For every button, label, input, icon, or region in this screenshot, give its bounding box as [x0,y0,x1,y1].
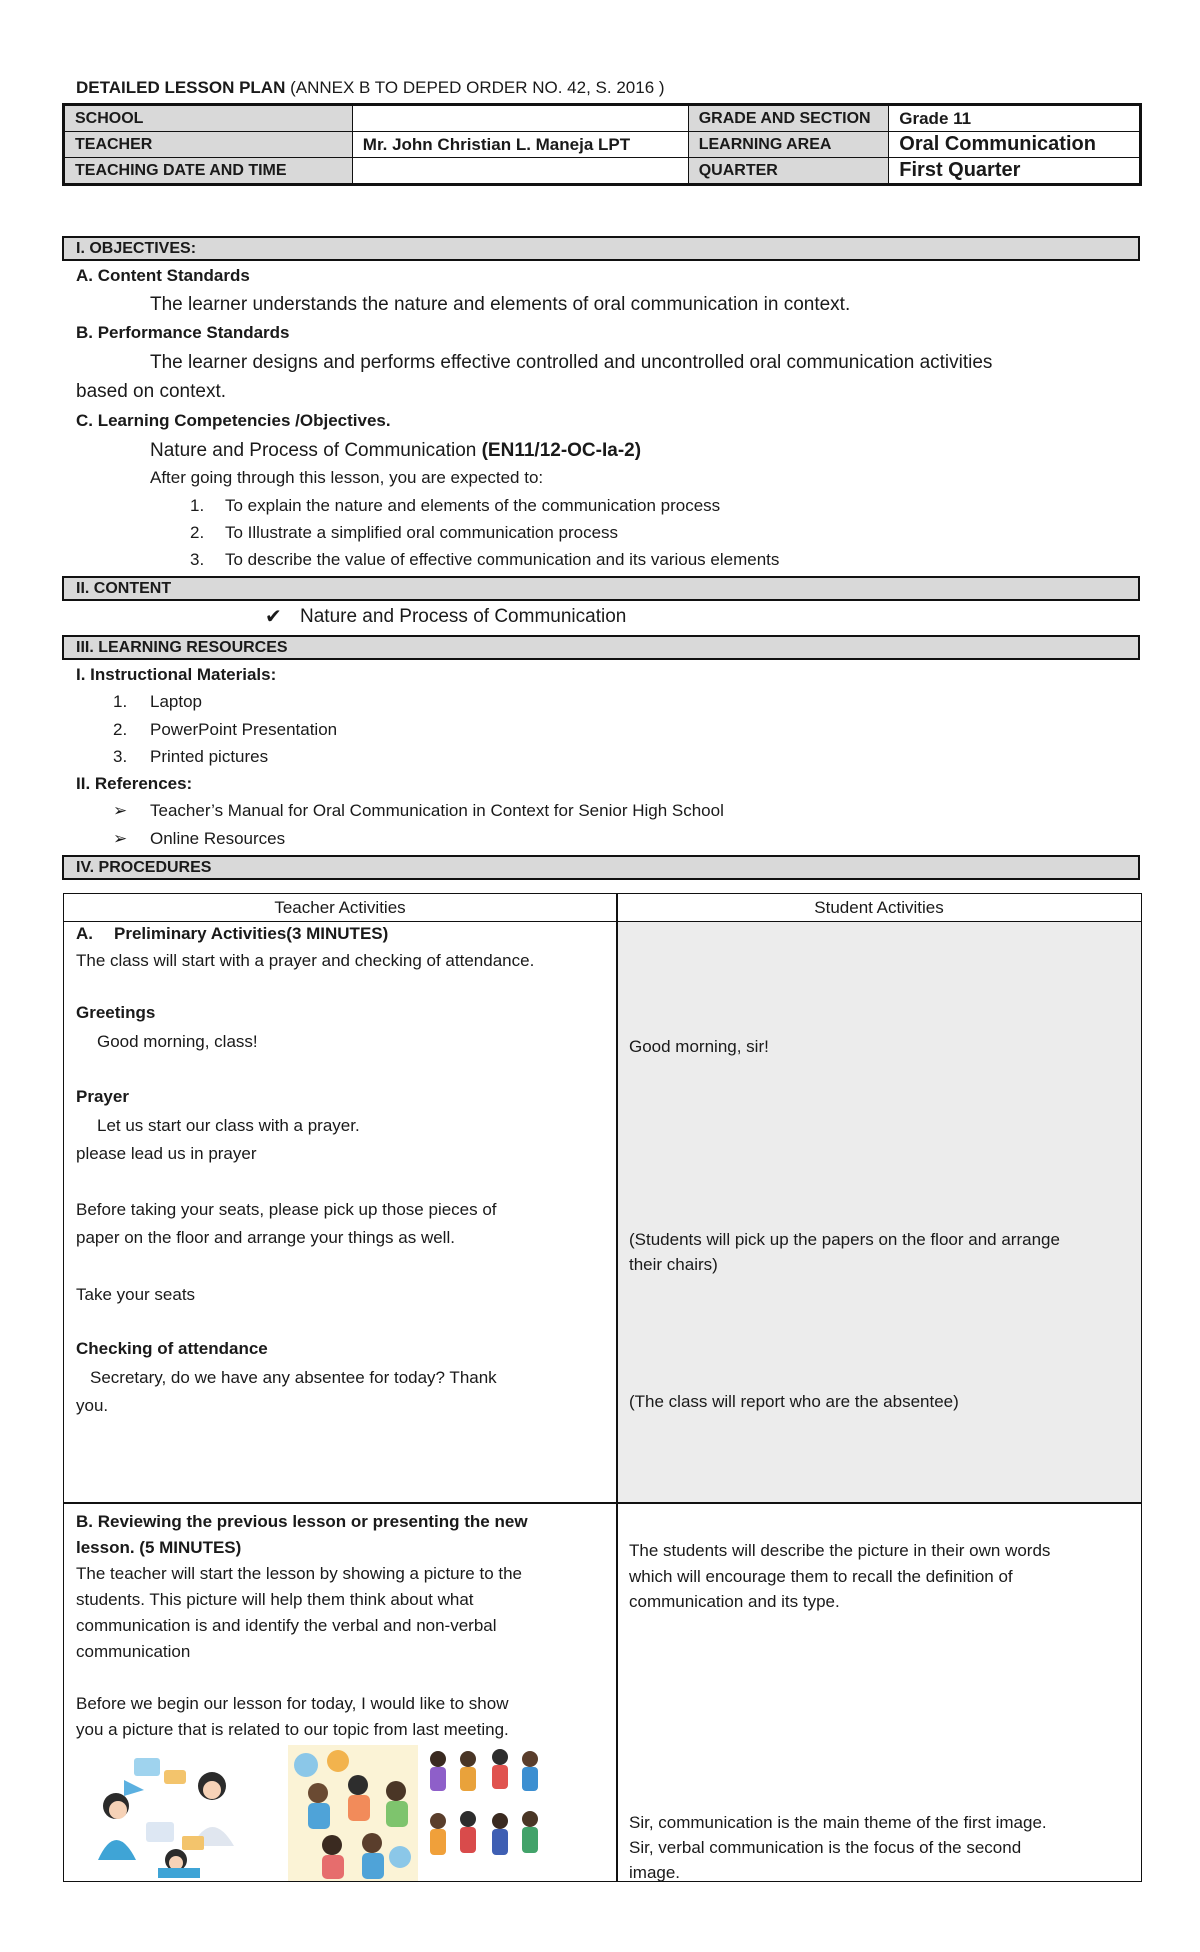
student-greeting: Good morning, sir! [629,1037,769,1056]
procedures-header-row [64,894,1141,922]
materials-label: I. Instructional Materials: [76,665,277,684]
student-describe-1: The students will describe the picture in their own words [629,1541,1051,1560]
competencies-code: (EN11/12-OC-Ia-2) [481,440,642,461]
title-bold: DETAILED LESSON PLAN [76,78,286,97]
performance-standards-label: B. Performance Standards [76,323,290,342]
section-b-text-3: communication is and identify the verbal and non-verbal [76,1616,497,1635]
section-b-text-2: students. This picture will help them think about what [76,1590,474,1609]
document-title [76,78,665,98]
objective-item: To describe the value of effective communication and its various elements [225,550,780,569]
reference-item: Teacher’s Manual for Oral Communication in Context for Senior High School [150,801,724,820]
competencies-label: C. Learning Competencies /Objectives. [76,411,391,430]
area-label: LEARNING AREA [688,132,889,158]
section-b-text-1: The teacher will start the lesson by showing a picture to the [76,1564,523,1583]
prayer-line-2: please lead us in prayer [76,1144,257,1163]
teacher-label: TEACHER [64,132,353,158]
student-pick-1: (Students will pick up the papers on the floor and arrange [629,1230,1060,1249]
procedures-heading: IV. PROCEDURES [62,855,1140,880]
seats-line-1: Before taking your seats, please pick up those pieces of [76,1200,497,1219]
take-seats-line: Take your seats [76,1285,196,1304]
quarter-label: QUARTER [688,158,889,185]
section-b-title-2: lesson. (5 MINUTES) [76,1538,242,1557]
prayer-heading: Prayer [76,1087,129,1106]
section-b-before-1: Before we begin our lesson for today, I would like to show [76,1694,509,1713]
student-activities-header: Student Activities [814,898,944,917]
procedures-table [63,893,1142,1882]
section-a-letter: A. [76,924,93,943]
communication-illustration-image [84,1750,259,1878]
objective-item: To explain the nature and elements of the communication process [225,496,721,515]
section-b-text-4: communication [76,1642,191,1661]
performance-standards-text-2: based on context. [76,381,226,402]
column-divider [616,894,618,1881]
attendance-line-2: you. [76,1396,109,1415]
student-describe-3: communication and its type. [629,1592,840,1611]
references-label: II. References: [76,774,193,793]
row-divider [64,1502,1141,1504]
content-standards-text: The learner understands the nature and elements of oral communication in context. [150,294,851,315]
teacher-value: Mr. John Christian L. Maneja LPT [352,132,688,158]
student-answer-2: Sir, verbal communication is the focus of the second [629,1838,1022,1857]
group-conversation-image [288,1745,418,1881]
material-number: 1. [113,692,128,711]
section-b-before-2: you a picture that is related to our topic from last meeting. [76,1720,509,1739]
school-label: SCHOOL [64,105,353,132]
objective-number: 1. [190,496,205,515]
material-item: PowerPoint Presentation [150,720,338,739]
datetime-label: TEACHING DATE AND TIME [64,158,353,185]
check-icon: ✔ [265,606,282,628]
resources-heading: III. LEARNING RESOURCES [62,635,1140,660]
competencies-intro: After going through this lesson, you are expected to: [150,468,544,487]
attendance-heading: Checking of attendance [76,1339,268,1358]
objective-number: 3. [190,550,205,569]
people-gestures-image [424,1747,546,1879]
student-report: (The class will report who are the absentee) [629,1392,959,1411]
material-number: 3. [113,747,128,766]
content-item: Nature and Process of Communication [300,606,627,627]
school-value [352,105,688,132]
teacher-activities-header: Teacher Activities [274,898,406,917]
student-answer-3: image. [629,1863,681,1882]
material-number: 2. [113,720,128,739]
objectives-heading: I. OBJECTIVES: [62,236,1140,261]
student-shaded-cell [617,922,1141,1502]
area-value: Oral Communication [889,132,1141,158]
student-describe-2: which will encourage them to recall the definition of [629,1567,1013,1586]
arrow-bullet-icon: ➢ [113,829,128,848]
objective-number: 2. [190,523,205,542]
content-standards-label: A. Content Standards [76,266,250,285]
objective-item: To Illustrate a simplified oral communication process [225,523,619,542]
seats-line-2: paper on the floor and arrange your things as well. [76,1228,455,1247]
student-pick-2: their chairs) [629,1255,718,1274]
prayer-line-1: Let us start our class with a prayer. [97,1116,360,1135]
material-item: Printed pictures [150,747,269,766]
greetings-line: Good morning, class! [97,1032,258,1051]
student-answer-1: Sir, communication is the main theme of the first image. [629,1813,1047,1832]
grade-label: GRADE AND SECTION [688,105,889,132]
content-heading: II. CONTENT [62,576,1140,601]
performance-standards-text-1: The learner designs and performs effective controlled and uncontrolled oral communication activities [150,352,993,373]
title-rest: (ANNEX B TO DEPED ORDER NO. 42, S. 2016 ) [285,78,665,97]
attendance-line-1: Secretary, do we have any absentee for today? Thank [90,1368,497,1387]
competencies-topic-text: Nature and Process of Communication [150,440,482,461]
grade-value: Grade 11 [889,105,1141,132]
quarter-value: First Quarter [889,158,1141,185]
section-a-title: Preliminary Activities(3 MINUTES) [114,924,389,943]
reference-item: Online Resources [150,829,286,848]
section-b-title-1: B. Reviewing the previous lesson or presenting the new [76,1512,528,1531]
material-item: Laptop [150,692,202,711]
info-table [62,103,1142,186]
competencies-topic [150,440,641,462]
datetime-value [352,158,688,185]
greetings-heading: Greetings [76,1003,156,1022]
section-a-intro: The class will start with a prayer and checking of attendance. [76,951,535,970]
arrow-bullet-icon: ➢ [113,801,128,820]
